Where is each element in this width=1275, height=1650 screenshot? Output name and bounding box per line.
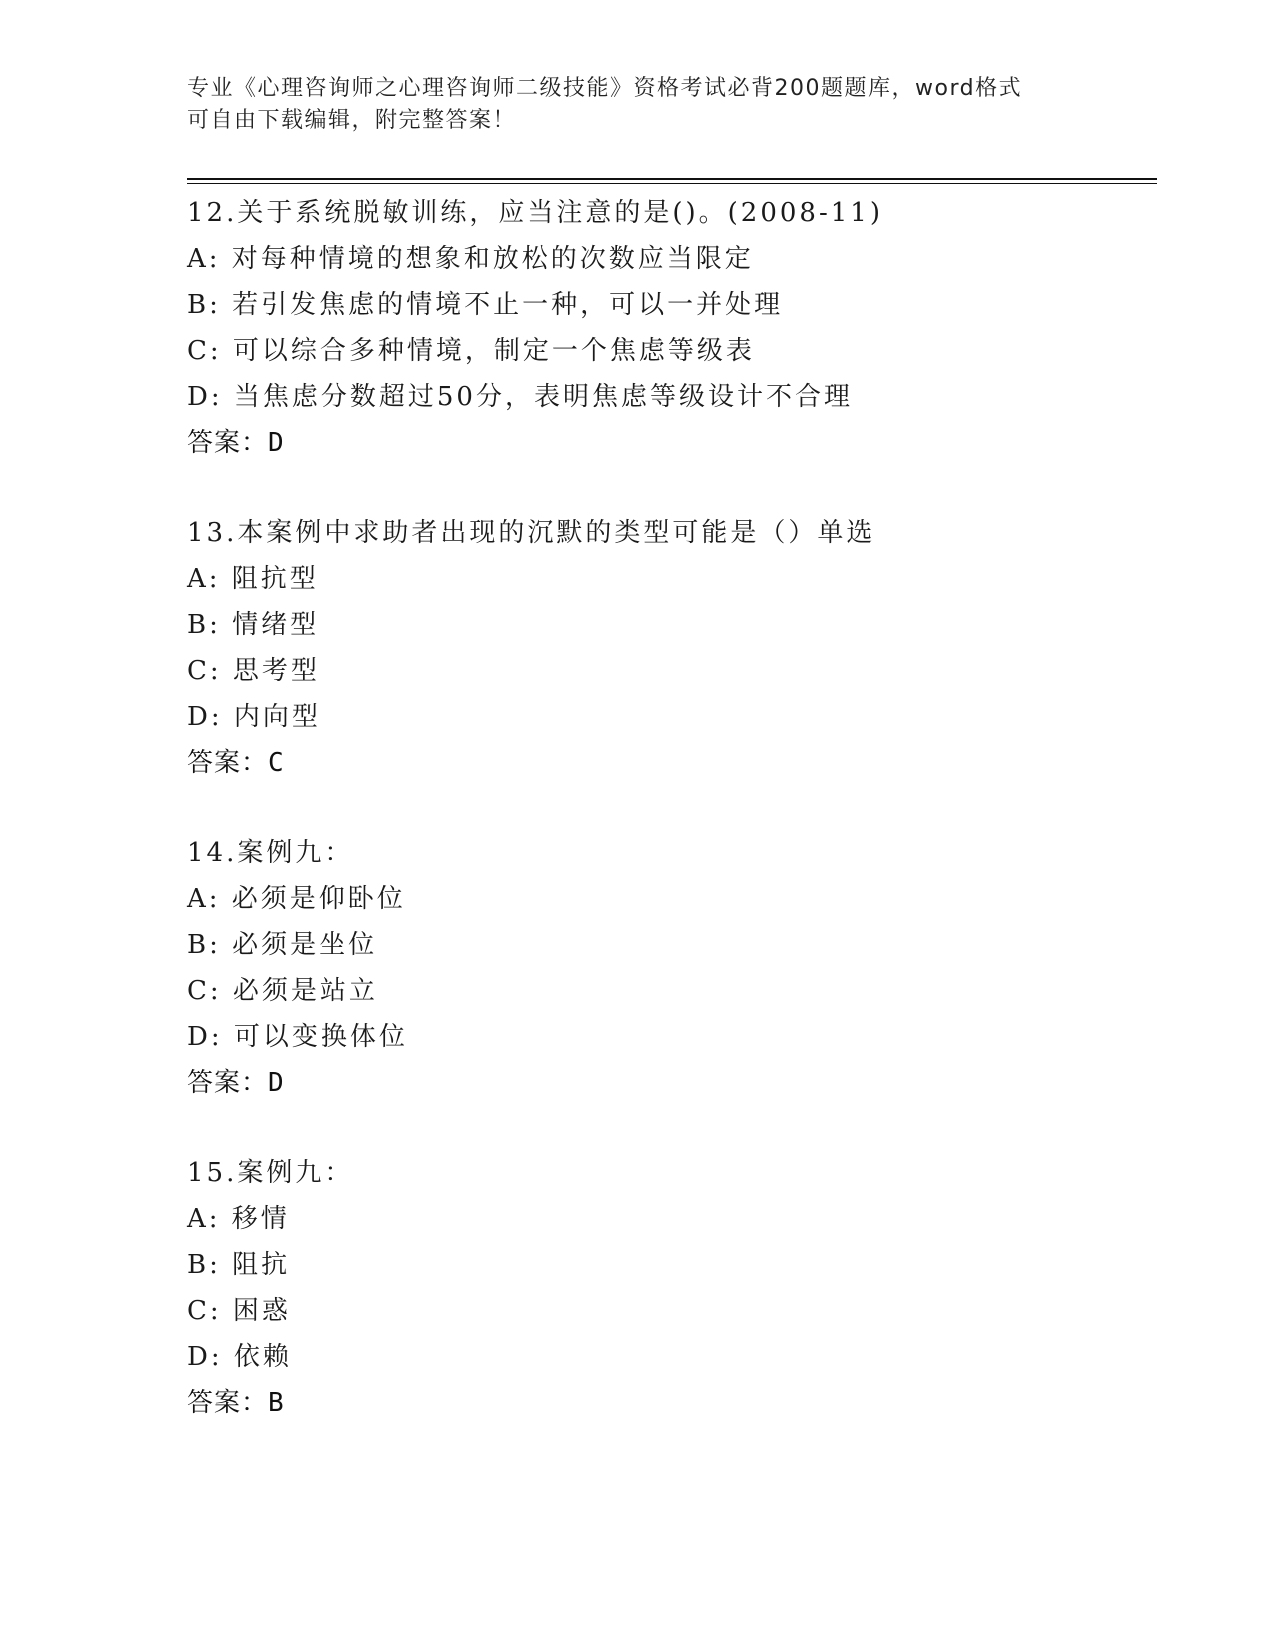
- question-13: [187, 510, 1157, 786]
- option-a: A: 对每种情境的想象和放松的次数应当限定: [187, 244, 754, 274]
- answer-line: [187, 1060, 1157, 1106]
- answer-line: [187, 420, 1157, 466]
- option-a: A: 阻抗型: [187, 564, 319, 594]
- header-line-1: 专业《心理咨询师之心理咨询师二级技能》资格考试必背200题题库，word格式: [187, 76, 1023, 101]
- answer-value: D: [268, 1068, 285, 1098]
- option-c: C: 可以综合多种情境，制定一个焦虑等级表: [187, 336, 755, 366]
- option-b: B: 情绪型: [187, 610, 320, 640]
- option-b: B: 必须是坐位: [187, 930, 378, 960]
- option-d: D: 依赖: [187, 1342, 292, 1372]
- option-b: B: 若引发焦虑的情境不止一种，可以一并处理: [187, 290, 784, 320]
- question-stem: 13.本案例中求助者出现的沉默的类型可能是（）单选: [187, 518, 876, 548]
- answer-label: 答案：: [187, 428, 269, 458]
- option-a: A: 必须是仰卧位: [187, 884, 406, 914]
- header-line-2: 可自由下载编辑，附完整答案！: [187, 108, 517, 133]
- answer-line: [187, 740, 1157, 786]
- option-d: D: 可以变换体位: [187, 1022, 408, 1052]
- answer-value: D: [268, 428, 285, 458]
- answer-label: 答案：: [187, 748, 269, 778]
- answer-line: [187, 1380, 1157, 1426]
- question-stem: 14.案例九：: [187, 838, 354, 868]
- option-d: D: 当焦虑分数超过50分，表明焦虑等级设计不合理: [187, 382, 853, 412]
- question-stem: 15.案例九：: [187, 1158, 354, 1188]
- question-15: [187, 1150, 1157, 1426]
- answer-value: C: [268, 748, 285, 778]
- header-divider-thick: [187, 178, 1157, 180]
- option-b: B: 阻抗: [187, 1250, 291, 1280]
- option-a: A: 移情: [187, 1204, 290, 1234]
- question-list: [187, 190, 1157, 1470]
- answer-value: B: [268, 1388, 285, 1418]
- answer-label: 答案：: [187, 1388, 269, 1418]
- question-14: [187, 830, 1157, 1106]
- option-c: C: 思考型: [187, 656, 320, 686]
- option-c: C: 必须是站立: [187, 976, 378, 1006]
- question-12: [187, 190, 1157, 466]
- question-stem: 12.关于系统脱敏训练，应当注意的是()。(2008-11): [187, 198, 883, 228]
- option-c: C: 困惑: [187, 1296, 291, 1326]
- option-d: D: 内向型: [187, 702, 321, 732]
- answer-label: 答案：: [187, 1068, 269, 1098]
- document-header: [187, 73, 1087, 137]
- header-divider-thin: [187, 183, 1157, 184]
